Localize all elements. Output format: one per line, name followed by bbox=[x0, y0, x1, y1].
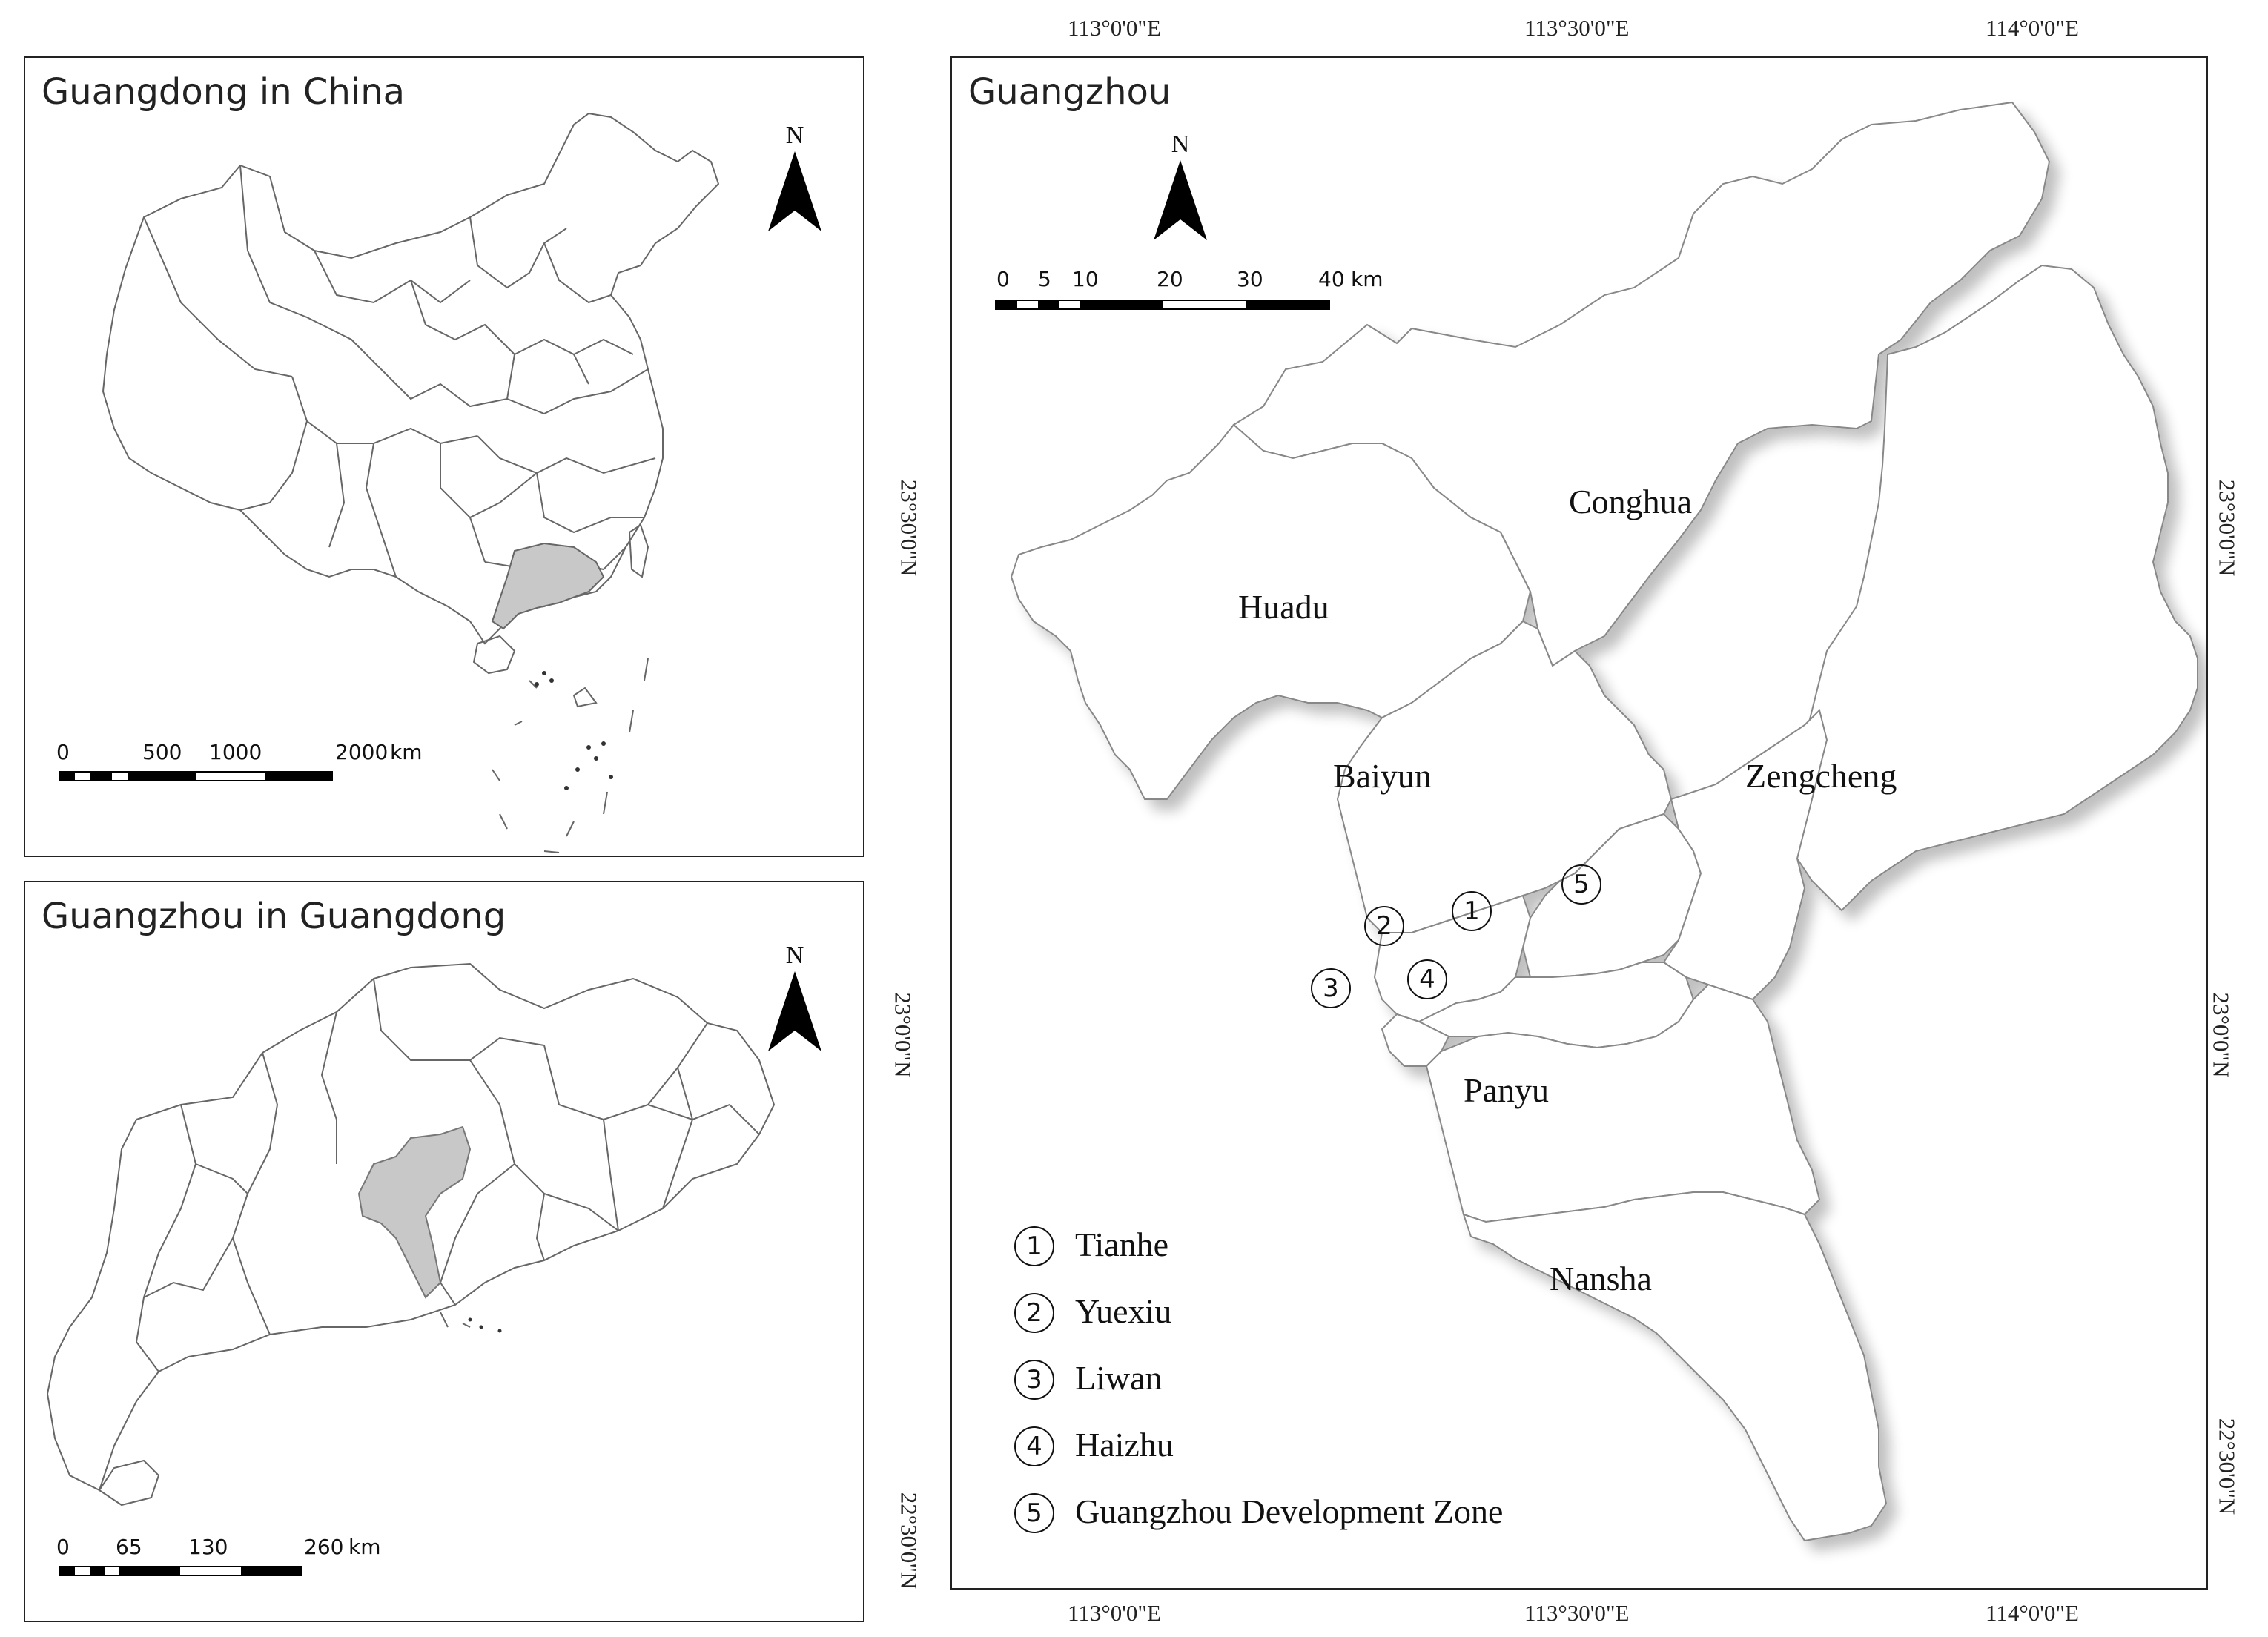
legend-label: Guangzhou Development Zone bbox=[1075, 1492, 1504, 1530]
scale-label: 1000 bbox=[209, 740, 262, 764]
scale-unit: km bbox=[390, 740, 423, 764]
guangzhou-panel-title: Guangzhou bbox=[968, 71, 1171, 113]
north-label: N bbox=[1171, 130, 1190, 158]
guangdong-map bbox=[25, 882, 863, 1621]
lon-label-bottom: 113°0'0"E bbox=[1068, 1600, 1161, 1626]
legend-label: Tianhe bbox=[1075, 1226, 1169, 1263]
scale-label: 20 bbox=[1157, 267, 1183, 291]
district-label-zengcheng: Zengcheng bbox=[1745, 757, 1897, 795]
district-label-nansha: Nansha bbox=[1550, 1260, 1652, 1297]
map-marker-haizhu: 4 bbox=[1407, 959, 1447, 999]
guangdong-map-panel bbox=[24, 881, 864, 1622]
scale-label: 130 bbox=[188, 1535, 228, 1559]
north-arrow bbox=[1151, 132, 1210, 250]
scale-label: 0 bbox=[56, 740, 70, 764]
china-panel-title: Guangdong in China bbox=[42, 71, 406, 113]
scale-label: 5 bbox=[1038, 267, 1051, 291]
china-outline bbox=[103, 113, 718, 644]
legend-number: 4 bbox=[1014, 1426, 1054, 1466]
scale-bar-graphic bbox=[59, 771, 333, 781]
scale-label: 500 bbox=[142, 740, 182, 764]
map-marker-development-zone: 5 bbox=[1561, 864, 1601, 905]
lon-label-top: 114°0'0"E bbox=[1986, 15, 2079, 41]
lat-label-right: 22°30'0"N bbox=[2214, 1418, 2241, 1515]
district-label-panyu: Panyu bbox=[1464, 1071, 1549, 1109]
lon-label-top: 113°30'0"E bbox=[1524, 15, 1630, 41]
scale-label: 40 bbox=[1318, 267, 1345, 291]
lat-label-left: 22°30'0"N bbox=[896, 1492, 922, 1590]
scale-label: 260 bbox=[304, 1535, 344, 1559]
district-label-baiyun: Baiyun bbox=[1333, 757, 1432, 795]
district-label-huadu: Huadu bbox=[1238, 588, 1329, 626]
north-arrow-icon bbox=[765, 148, 824, 237]
district-label-conghua: Conghua bbox=[1569, 483, 1693, 520]
legend-number: 3 bbox=[1014, 1360, 1054, 1400]
map-marker-yuexiu: 2 bbox=[1364, 906, 1404, 946]
map-marker-tianhe: 1 bbox=[1452, 891, 1492, 931]
china-map-panel bbox=[24, 56, 864, 857]
north-arrow bbox=[765, 123, 824, 241]
legend-number: 1 bbox=[1014, 1226, 1054, 1266]
north-arrow-icon bbox=[1151, 157, 1210, 246]
map-marker-liwan: 3 bbox=[1311, 968, 1351, 1008]
lon-label-top: 113°0'0"E bbox=[1068, 15, 1161, 41]
guangzhou-map-panel bbox=[950, 56, 2208, 1590]
guangzhou-scale-bar bbox=[995, 267, 1410, 334]
scale-label: 0 bbox=[56, 1535, 70, 1559]
scale-label: 65 bbox=[116, 1535, 142, 1559]
lat-label-right: 23°0'0"N bbox=[2208, 992, 2235, 1078]
scale-bar-graphic bbox=[995, 300, 1330, 310]
scale-label: 2000 bbox=[335, 740, 389, 764]
guangzhou-highlight bbox=[359, 1127, 470, 1297]
guangdong-panel-title: Guangzhou in Guangdong bbox=[42, 896, 506, 937]
lon-label-bottom: 114°0'0"E bbox=[1986, 1600, 2079, 1626]
china-map bbox=[25, 58, 863, 856]
north-arrow-icon bbox=[765, 968, 824, 1057]
lat-label-left: 23°0'0"N bbox=[890, 992, 916, 1078]
legend-number: 5 bbox=[1014, 1493, 1054, 1533]
guangdong-highlight bbox=[492, 543, 604, 629]
legend-label: Liwan bbox=[1075, 1359, 1163, 1397]
scale-bar-graphic bbox=[59, 1566, 302, 1576]
legend-number: 2 bbox=[1014, 1293, 1054, 1333]
china-scale-bar bbox=[47, 740, 423, 807]
scale-unit: km bbox=[1351, 267, 1383, 291]
legend-label: Yuexiu bbox=[1075, 1292, 1172, 1330]
scale-label: 0 bbox=[996, 267, 1010, 291]
legend-label: Haizhu bbox=[1075, 1426, 1174, 1464]
scale-label: 10 bbox=[1072, 267, 1099, 291]
legend bbox=[1014, 1226, 1607, 1582]
north-arrow bbox=[765, 943, 824, 1061]
lat-label-right: 23°30'0"N bbox=[2214, 479, 2241, 577]
scale-label: 30 bbox=[1237, 267, 1263, 291]
lon-label-bottom: 113°30'0"E bbox=[1524, 1600, 1630, 1626]
north-label: N bbox=[785, 942, 804, 969]
guangdong-scale-bar bbox=[47, 1535, 389, 1601]
north-label: N bbox=[785, 122, 804, 149]
lat-label-left: 23°30'0"N bbox=[896, 479, 922, 577]
scale-unit: km bbox=[348, 1535, 381, 1559]
